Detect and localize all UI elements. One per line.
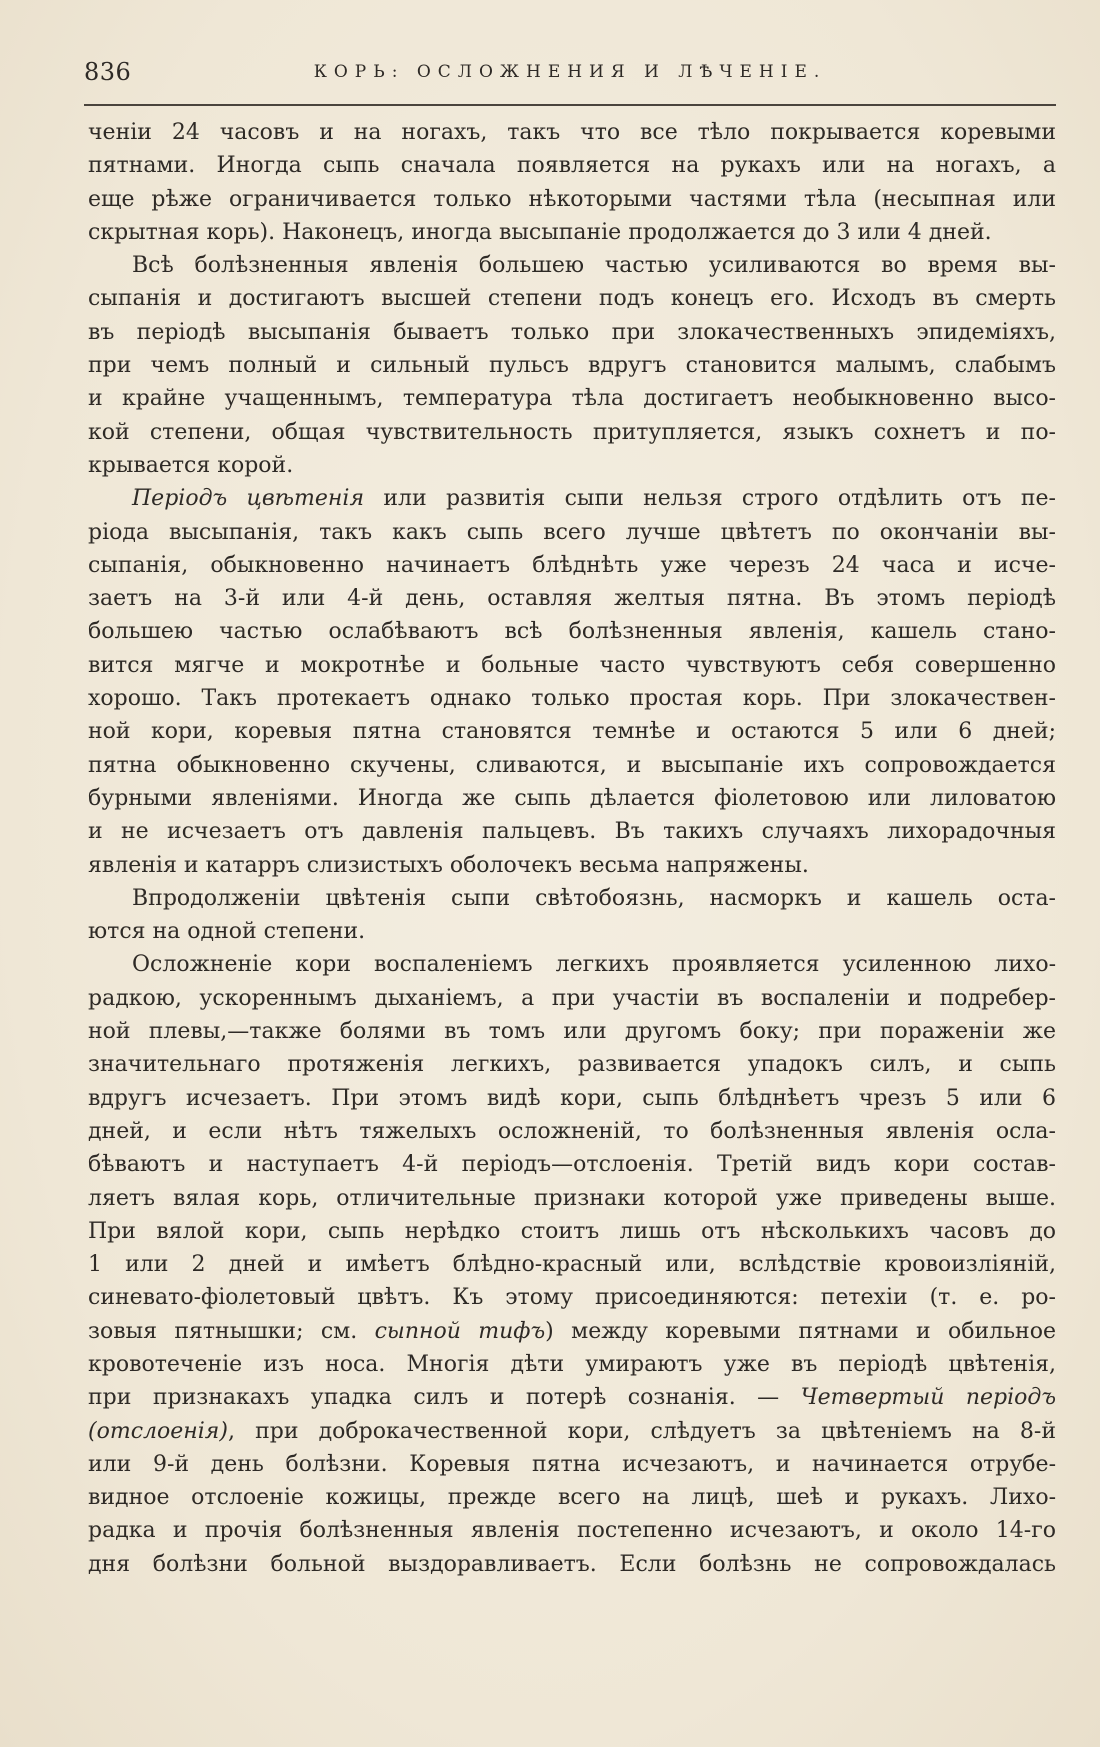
text-span: скрытная корь). Наконецъ, иногда высыпанiе продолжается до 3 или 4 дней. xyxy=(88,219,992,245)
text-line xyxy=(88,1348,1056,1381)
text-line xyxy=(88,715,1056,748)
text-line xyxy=(88,749,1056,782)
text-line xyxy=(88,516,1056,549)
text-line xyxy=(88,1448,1056,1481)
text-line xyxy=(88,482,1056,515)
text-line xyxy=(88,649,1056,682)
text-line xyxy=(88,449,1056,482)
text-line xyxy=(88,1281,1056,1314)
text-span: Впродолженiи цвѣтенiя сыпи свѣтобоязнь, насморкъ и кашель оста- xyxy=(132,885,1056,911)
text-span: и крайне учащеннымъ, температура тѣла достигаетъ необыкновенно высо- xyxy=(88,386,1056,412)
text-span: дней, и если нѣтъ тяжелыхъ осложненiй, то болѣзненныя явленiя осла- xyxy=(88,1118,1056,1144)
text-span: видное отслоенiе кожицы, прежде всего на лицѣ, шеѣ и рукахъ. Лихо- xyxy=(88,1485,1056,1511)
text-line xyxy=(88,1248,1056,1281)
text-line xyxy=(88,1082,1056,1115)
text-span: радкою, ускореннымъ дыханiемъ, а при участiи въ воспаленiи и подребер- xyxy=(88,985,1056,1011)
running-head: КОРЬ: ОСЛОЖНЕНИЯ И ЛѢЧЕНIЕ. xyxy=(313,62,827,82)
text-span: сыпанiя и достигаютъ высшей степени подъ конецъ его. Исходъ въ смерть xyxy=(88,286,1056,312)
text-span: вдругъ исчезаетъ. При этомъ видѣ кори, сыпь блѣднѣетъ чрезъ 5 или 6 xyxy=(88,1085,1056,1111)
text-span: ляетъ вялая корь, отличительные признаки которой уже приведены выше. xyxy=(88,1185,1056,1211)
text-line xyxy=(88,116,1056,149)
text-span: ются на одной степени. xyxy=(88,919,366,945)
text-line xyxy=(88,1381,1056,1414)
text-span: при чемъ полный и сильный пульсъ вдругъ становится малымъ, слабымъ xyxy=(88,353,1056,379)
page-number: 836 xyxy=(84,58,132,86)
text-span: Осложненiе кори воспаленiемъ легкихъ проявляется усиленною лихо- xyxy=(132,952,1056,978)
text-span: рiода высыпанiя, такъ какъ сыпь всего лучше цвѣтетъ по окончанiи вы- xyxy=(88,519,1056,545)
text-span: кой степени, общая чувствительность притупляется, языкъ сохнетъ и по- xyxy=(88,419,1056,445)
text-span: ) между коревыми пятнами и обильное xyxy=(545,1318,1056,1344)
text-line xyxy=(88,1182,1056,1215)
text-span: или развитiя сыпи нельзя строго отдѣлить отъ пе- xyxy=(364,486,1056,512)
text-line xyxy=(88,1315,1056,1348)
text-span: большею частью ослабѣваютъ всѣ болѣзненныя явленiя, кашель стано- xyxy=(88,619,1056,645)
text-line xyxy=(88,615,1056,648)
text-span: , при доброкачественной кори, слѣдуетъ за цвѣтенiемъ на 8-й xyxy=(227,1418,1056,1444)
text-line xyxy=(88,149,1056,182)
text-line xyxy=(88,882,1056,915)
text-line xyxy=(88,216,1056,249)
text-line xyxy=(88,183,1056,216)
text-line xyxy=(88,1048,1056,1081)
text-span: или 9-й день болѣзни. Коревыя пятна исчезаютъ, и начинается отрубе- xyxy=(88,1451,1056,1477)
text-line xyxy=(88,915,1056,948)
text-span: радка и прочiя болѣзненныя явленiя постепенно исчезаютъ, и около 14-го xyxy=(88,1518,1056,1544)
text-line xyxy=(88,1015,1056,1048)
text-line xyxy=(88,1548,1056,1581)
text-line xyxy=(88,782,1056,815)
text-span: крывается корой. xyxy=(88,452,294,478)
text-line xyxy=(88,982,1056,1015)
text-line xyxy=(88,549,1056,582)
text-line xyxy=(88,1115,1056,1148)
text-span: въ перiодѣ высыпанiя бываетъ только при злокачественныхъ эпидемiяхъ, xyxy=(88,319,1056,345)
text-line xyxy=(88,815,1056,848)
text-line xyxy=(88,416,1056,449)
text-span: хорошо. Такъ протекаетъ однако только простая корь. При злокачествен- xyxy=(88,686,1056,712)
text-span: зовыя пятнышки; см. xyxy=(88,1318,375,1344)
italic-text: Перiодъ цвѣтенiя xyxy=(132,486,365,512)
header-rule xyxy=(84,104,1056,106)
text-span: ной плевы,—также болями въ томъ или другомъ боку; при пораженiи же xyxy=(88,1019,1056,1045)
italic-text: сыпной тифъ xyxy=(374,1318,546,1344)
text-line xyxy=(88,282,1056,315)
text-span: бѣваютъ и наступаетъ 4-й перiодъ—отслоенiя. Третiй видъ кори состав- xyxy=(88,1152,1056,1178)
text-span: еще рѣже ограничивается только нѣкоторыми частями тѣла (несыпная или xyxy=(88,186,1056,212)
text-line xyxy=(88,682,1056,715)
text-span: ченiи 24 часовъ и на ногахъ, такъ что все тѣло покрывается коревыми xyxy=(88,120,1056,145)
text-span: заетъ на 3-й или 4-й день, оставляя желтыя пятна. Въ этомъ перiодѣ xyxy=(88,586,1056,612)
text-span: синевато-фiолетовый цвѣтъ. Къ этому присоединяются: петехiи (т. е. ро- xyxy=(88,1285,1056,1311)
text-line xyxy=(88,1148,1056,1181)
text-span: бурными явленiями. Иногда же сыпь дѣлается фiолетовою или лиловатою xyxy=(88,785,1056,811)
text-span: пятнами. Иногда сыпь сначала появляется на рукахъ или на ногахъ, а xyxy=(88,153,1056,179)
text-line xyxy=(88,948,1056,981)
text-line xyxy=(88,1215,1056,1248)
page-header xyxy=(84,58,1056,94)
text-line xyxy=(88,382,1056,415)
text-span: значительнаго протяженiя легкихъ, развивается упадокъ силъ, и сыпь xyxy=(88,1052,1056,1078)
text-span: и не исчезаетъ отъ давленiя пальцевъ. Въ такихъ случаяхъ лихорадочныя xyxy=(88,819,1056,845)
italic-text: Четвертый перiодъ xyxy=(800,1385,1056,1411)
body-text xyxy=(88,116,1056,1581)
text-span: кровотеченiе изъ носа. Многiя дѣти умираютъ уже въ перiодѣ цвѣтенiя, xyxy=(88,1351,1056,1377)
text-line xyxy=(88,1514,1056,1547)
text-span: явленiя и катарръ слизистыхъ оболочекъ весьма напряжены. xyxy=(88,852,809,878)
text-span: При вялой кори, сыпь нерѣдко стоитъ лишь отъ нѣсколькихъ часовъ до xyxy=(88,1218,1056,1244)
text-span: 1 или 2 дней и имѣетъ блѣдно-красный или, вслѣдствiе кровоизлiянiй, xyxy=(88,1252,1056,1278)
text-line xyxy=(88,582,1056,615)
italic-text: (отслоенiя) xyxy=(88,1418,228,1444)
text-line xyxy=(88,349,1056,382)
text-span: сыпанiя, обыкновенно начинаетъ блѣднѣть уже черезъ 24 часа и исче- xyxy=(88,552,1056,578)
text-span: пятна обыкновенно скучены, сливаются, и высыпанiе ихъ сопровождается xyxy=(88,752,1056,778)
text-span: ной кори, коревыя пятна становятся темнѣе и остаются 5 или 6 дней; xyxy=(88,719,1056,745)
text-line xyxy=(88,316,1056,349)
text-line xyxy=(88,849,1056,882)
text-span: при признакахъ упадка силъ и потерѣ сознанiя. — xyxy=(88,1385,801,1411)
text-span: дня болѣзни больной выздоравливаетъ. Если болѣзнь не сопровождалась xyxy=(88,1551,1056,1577)
text-line xyxy=(88,1481,1056,1514)
text-span: Всѣ болѣзненныя явленiя большею частью усиливаются во время вы- xyxy=(132,253,1056,279)
text-line xyxy=(88,1415,1056,1448)
text-line xyxy=(88,249,1056,282)
text-span: вится мягче и мокротнѣе и больные часто чувствуютъ себя совершенно xyxy=(88,652,1056,678)
